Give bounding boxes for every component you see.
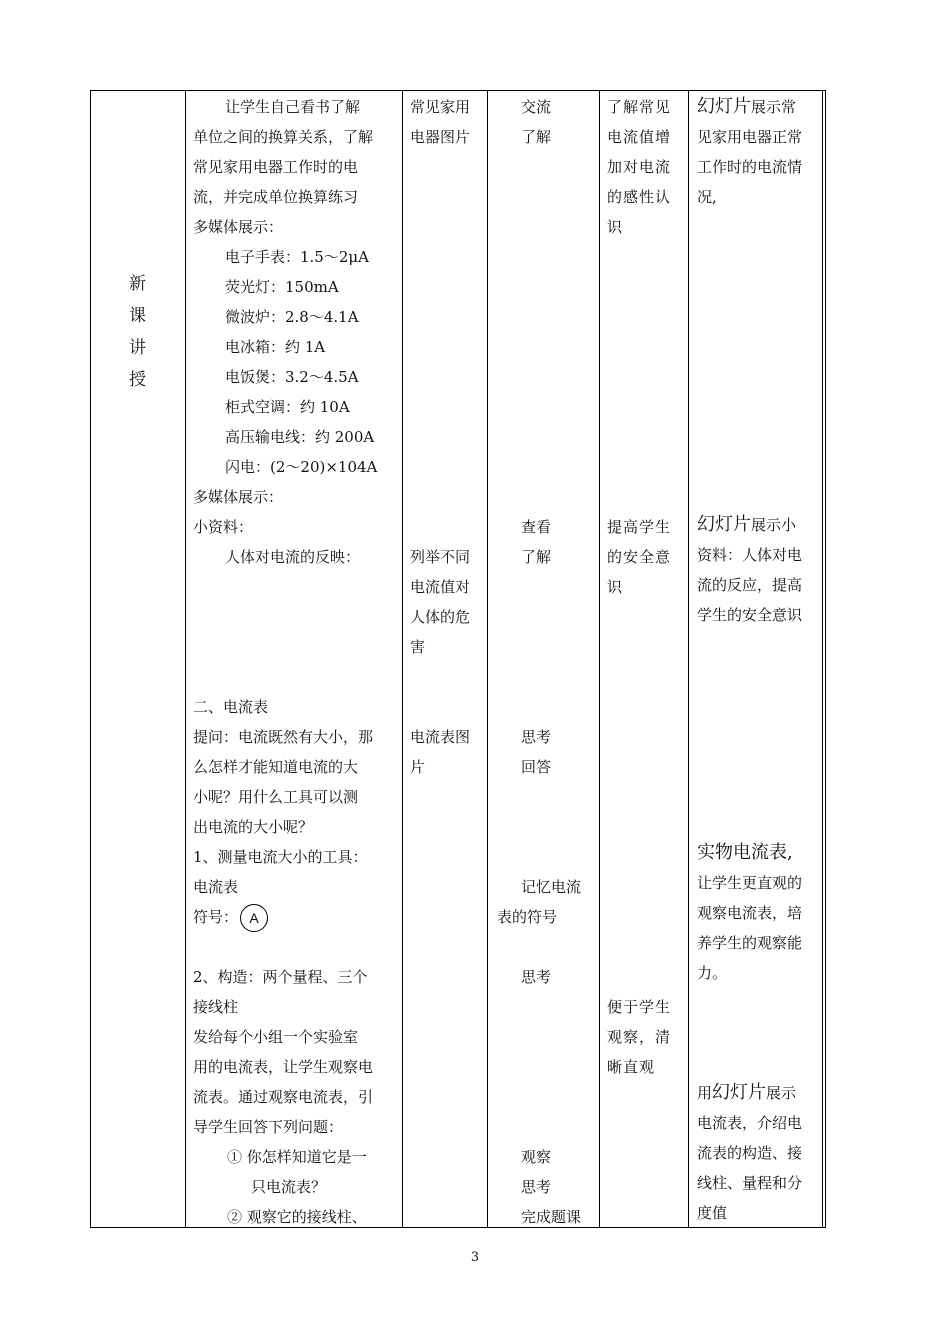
text-line: 了解常见 (607, 98, 672, 116)
text-line: 片 (410, 758, 426, 776)
text-span: 用 (697, 1084, 713, 1102)
symbol-line (193, 902, 399, 932)
student-cell (521, 512, 597, 572)
question-item: ② 观察它的接线柱、 (227, 1208, 367, 1226)
text-line: 电流值对 (410, 578, 471, 596)
text-line: 线柱、量程和分 (697, 1174, 803, 1192)
text-line: 加对电流 (607, 158, 672, 176)
text-line: 电流表 (193, 878, 239, 896)
student-cell (497, 872, 597, 932)
text-line: 交流 (521, 98, 552, 116)
spacer (193, 932, 399, 962)
appliance-item: 电子手表：1.5～2μA (225, 248, 369, 266)
question-item: ① 你怎样知道它是一 (227, 1148, 367, 1166)
text-line: 流表。通过观察电流表，引 (193, 1088, 374, 1106)
text-line: 了解 (521, 128, 552, 146)
text-span: 展示 (766, 1084, 797, 1102)
text-line (697, 1078, 821, 1108)
text-line: 1、测量电流大小的工具： (193, 848, 368, 866)
media-cell (410, 542, 486, 662)
text-line: 的安全意 (607, 548, 672, 566)
text-line: 流的反应，提高 (697, 576, 803, 594)
text-line: 发给每个小组一个实验室 (193, 1028, 359, 1046)
column-divider (599, 90, 600, 1228)
text-line: 力。 (697, 964, 728, 982)
student-cell (521, 1142, 597, 1232)
appliance-item: 闪电：(2～20)×104A (225, 458, 378, 476)
text-line: 单位之间的换算关系，了解 (193, 128, 374, 146)
symbol-label: 符号： (193, 908, 239, 926)
intent-cell (607, 992, 687, 1082)
notes-cell (697, 1078, 821, 1228)
text-line: 2、构造：两个量程、三个 (193, 968, 368, 986)
text-line: 完成题课 (521, 1208, 582, 1226)
text-line: 度值 (697, 1204, 728, 1222)
section-label-char: 授 (129, 370, 146, 390)
text-line: 回答 (521, 758, 552, 776)
text-line: 记忆电流 (521, 878, 582, 896)
text-line: 害 (410, 638, 426, 656)
ammeter-symbol-icon: A (240, 904, 268, 932)
text-line: 思考 (521, 1178, 552, 1196)
section-label-char: 讲 (129, 338, 146, 358)
column-divider (402, 90, 403, 1228)
text-line: 了解 (521, 548, 552, 566)
intent-cell (607, 92, 687, 242)
section-label-char: 课 (129, 306, 146, 326)
text-line (697, 510, 821, 540)
text-line (697, 92, 821, 122)
notes-cell (697, 92, 821, 212)
page-number: 3 (470, 1250, 480, 1265)
emphasis-text: 实物电流表, (697, 842, 793, 863)
teacher-activity (193, 92, 399, 572)
text-line: 查看 (521, 518, 552, 536)
student-cell (521, 92, 597, 152)
text-line: 学生的安全意识 (697, 606, 803, 624)
text-line: 电流表图 (410, 728, 471, 746)
text-line: 常见家用 (410, 98, 471, 116)
text-line: 小资料： (193, 518, 254, 536)
text-line: 资料：人体对电 (697, 546, 803, 564)
text-line: 表的符号 (497, 908, 558, 926)
text-line: 人体的危 (410, 608, 471, 626)
appliance-item: 高压输电线：约 200A (225, 428, 375, 446)
text-line: 工作时的电流情 (697, 158, 803, 176)
text-line: 提高学生 (607, 518, 672, 536)
text-line: 让学生自己看书了解 (225, 98, 361, 116)
text-line: 思考 (521, 728, 552, 746)
text-line: 接线柱 (193, 998, 239, 1016)
text-line: 导学生回答下列问题： (193, 1118, 344, 1136)
section-heading: 二、电流表 (193, 698, 269, 716)
appliance-item: 柜式空调：约 10A (225, 398, 350, 416)
text-line: 观察，清 (607, 1028, 672, 1046)
question-item: 只电流表？ (251, 1178, 327, 1196)
text-line: 多媒体展示： (193, 218, 284, 236)
student-cell (521, 962, 597, 992)
text-span: 展示常 (751, 98, 797, 116)
text-line: 提问：电流既然有大小，那 (193, 728, 374, 746)
text-line: 观察 (521, 1148, 552, 1166)
text-line: 多媒体展示： (193, 488, 284, 506)
text-line: 的感性认 (607, 188, 672, 206)
appliance-item: 电冰箱：约 1A (225, 338, 326, 356)
text-line: 流，并完成单位换算练习 (193, 188, 359, 206)
text-line: 观察电流表，培 (697, 904, 803, 922)
text-line: 列举不同 (410, 548, 471, 566)
teacher-activity-ammeter (193, 692, 399, 1232)
text-line: 用的电流表，让学生观察电 (193, 1058, 374, 1076)
text-line: 养学生的观察能 (697, 934, 803, 952)
notes-cell (697, 510, 821, 630)
section-label-char: 新 (129, 274, 146, 294)
text-line: 思考 (521, 968, 552, 986)
column-divider (688, 90, 689, 1228)
appliance-item: 电饭煲：3.2～4.5A (225, 368, 359, 386)
appliance-item: 微波炉：2.8～4.1A (225, 308, 359, 326)
text-line: 让学生更直观的 (697, 874, 803, 892)
section-label (90, 268, 185, 396)
text-line: 况, (697, 188, 717, 206)
text-line: 电流值增 (607, 128, 672, 146)
emphasis-text: 幻灯片 (712, 1082, 767, 1103)
column-divider (185, 90, 186, 1228)
text-line: 电流表，介绍电 (697, 1114, 803, 1132)
emphasis-text: 幻灯片 (697, 96, 751, 117)
media-cell (410, 92, 486, 152)
student-cell (521, 722, 597, 782)
text-span: 展示小 (751, 516, 797, 534)
text-line: 见家用电器正常 (697, 128, 803, 146)
column-divider (487, 90, 488, 1228)
notes-cell (697, 838, 821, 988)
text-line: 电器图片 (410, 128, 471, 146)
text-line: 小呢？用什么工具可以测 (193, 788, 359, 806)
appliance-item: 荧光灯：150mA (225, 278, 339, 296)
column-divider (822, 90, 823, 1228)
text-line: 常见家用电器工作时的电 (193, 158, 359, 176)
emphasis-text: 幻灯片 (697, 514, 751, 535)
text-line: 么怎样才能知道电流的大 (193, 758, 359, 776)
text-line: 便于学生 (607, 998, 672, 1016)
text-line: 人体对电流的反映： (225, 548, 361, 566)
intent-cell (607, 512, 687, 602)
text-line: 晰直观 (607, 1058, 656, 1076)
media-cell (410, 722, 486, 782)
text-line: 出电流的大小呢？ (193, 818, 314, 836)
text-line: 流表的构造、接 (697, 1144, 803, 1162)
text-line: 识 (607, 578, 624, 596)
text-line: 识 (607, 218, 624, 236)
